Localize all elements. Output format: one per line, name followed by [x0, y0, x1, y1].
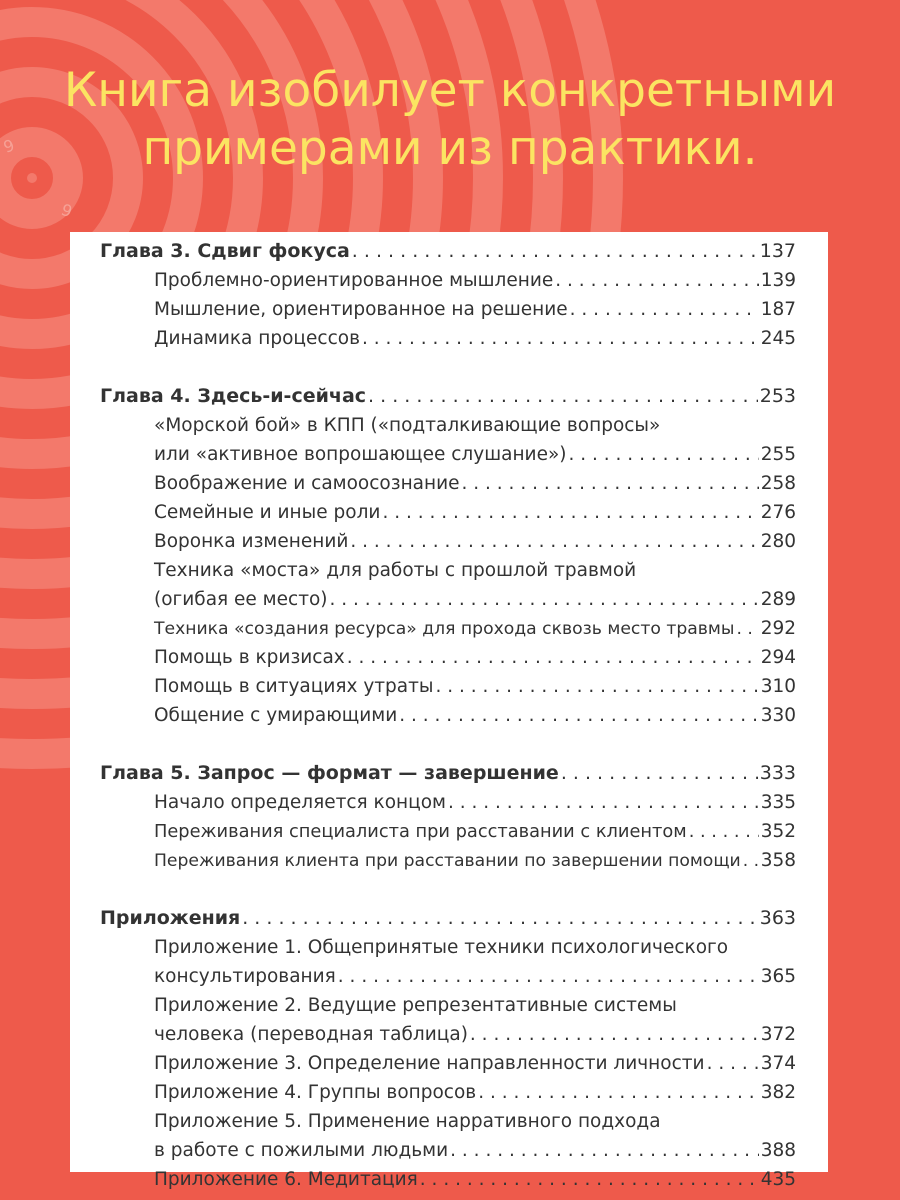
headline	[0, 62, 900, 178]
toc-entry-title: Глава 5. Запрос — формат — завершение	[100, 762, 559, 784]
toc-entry-title: Проблемно-ориентированное мышление	[154, 270, 554, 291]
dot-leader	[347, 643, 759, 672]
toc-entry	[100, 324, 796, 353]
toc-entry	[100, 498, 796, 527]
toc-entry-title: Техника «создания ресурса» для прохода сквозь место травмы	[154, 619, 735, 639]
toc-entry	[100, 585, 796, 614]
dot-leader	[382, 498, 758, 527]
toc-entry-title-line: Приложение 1. Общепринятые техники психологического	[154, 937, 729, 958]
toc-page-number: 363	[759, 907, 796, 929]
toc-entry	[100, 266, 796, 295]
dot-leader	[362, 324, 759, 353]
toc-entry-title: Глава 3. Сдвиг фокуса	[100, 240, 350, 262]
toc-page-number: 253	[759, 385, 796, 407]
toc-entry	[100, 701, 796, 730]
toc-page-number: 382	[760, 1082, 796, 1103]
toc-entry-title: (огибая ее место)	[154, 589, 328, 610]
dot-leader	[555, 266, 758, 295]
toc-entry-first-line	[100, 411, 796, 440]
toc-entry-title: Общение с умирающими	[154, 705, 398, 726]
toc-page-number: 292	[760, 618, 796, 639]
ring-digit: 9	[58, 199, 75, 222]
dot-leader	[242, 904, 758, 933]
toc-entry-title: Воронка изменений	[154, 531, 349, 552]
toc-chapter-entry	[100, 904, 796, 933]
toc-page-number: 372	[760, 1024, 796, 1045]
toc-entry	[100, 1165, 796, 1194]
table-of-contents-page	[70, 232, 828, 1190]
toc-chapter-entry	[100, 759, 796, 788]
dot-leader	[368, 382, 758, 411]
toc-entry-title: Помощь в ситуациях утраты	[154, 676, 434, 697]
toc-chapter-entry	[100, 382, 796, 411]
toc-page-number: 280	[760, 531, 796, 552]
toc-page-number: 245	[760, 328, 796, 349]
toc-entry-title: Динамика процессов	[154, 328, 360, 349]
toc-entry-title: Воображение и самоосознание	[154, 473, 460, 494]
toc-entry-title: Приложение 3. Определение направленности личности	[154, 1053, 705, 1074]
toc-entry-title: человека (переводная таблица)	[154, 1024, 468, 1045]
toc-page-number: 255	[760, 444, 796, 465]
toc-page-number: 333	[759, 762, 796, 784]
dot-leader	[436, 672, 759, 701]
toc-entry-title: Приложения	[100, 907, 241, 929]
dot-leader	[448, 788, 759, 817]
toc-page-number: 330	[760, 705, 796, 726]
dot-leader	[470, 1020, 759, 1049]
toc-entry	[100, 1136, 796, 1165]
dot-leader	[462, 469, 759, 498]
toc-entry-title: Глава 4. Здесь-и-сейчас	[100, 385, 367, 407]
dot-leader	[707, 1049, 759, 1078]
toc-entry	[100, 962, 796, 991]
toc-section-chapter-3	[100, 237, 796, 353]
headline-line: Книга изобилует конкретными	[63, 63, 837, 118]
dot-leader	[399, 701, 758, 730]
toc-entry	[100, 672, 796, 701]
dot-leader	[420, 1165, 759, 1194]
toc-page-number: 388	[760, 1140, 796, 1161]
toc-entry-title: Мышление, ориентированное на решение	[154, 299, 568, 320]
toc-page-number: 137	[759, 240, 796, 262]
toc-entry-title: Приложение 4. Группы вопросов	[154, 1082, 477, 1103]
toc-entry	[100, 440, 796, 469]
toc-page-number: 374	[760, 1053, 796, 1074]
dot-leader	[569, 440, 759, 469]
toc-page-number: 139	[760, 270, 796, 291]
dot-leader	[736, 615, 758, 644]
toc-entry	[100, 527, 796, 556]
toc-entry-title: Начало определяется концом	[154, 792, 446, 813]
toc-page-number: 294	[760, 647, 796, 668]
headline-line: примерами из практики.	[142, 121, 758, 176]
toc-entry-title: Переживания специалиста при расставании с клиентом	[154, 821, 687, 842]
toc-page-number: 435	[760, 1169, 796, 1190]
toc-entry	[100, 1049, 796, 1078]
toc-page-number: 289	[760, 589, 796, 610]
toc-entry	[100, 817, 796, 846]
toc-entry-title-line: «Морской бой» в КПП («подталкивающие вопросы»	[154, 415, 661, 436]
toc-entry-first-line	[100, 1107, 796, 1136]
ring-digit: 9	[0, 135, 17, 157]
dot-leader	[561, 759, 758, 788]
toc-entry	[100, 295, 796, 324]
toc-page-number: 335	[760, 792, 796, 813]
dot-leader	[570, 295, 759, 324]
toc-entry	[100, 1020, 796, 1049]
dot-leader	[352, 237, 758, 266]
toc-page-number: 310	[760, 676, 796, 697]
toc-entry	[100, 1078, 796, 1107]
toc-chapter-entry	[100, 237, 796, 266]
toc-entry-title-line: Техника «моста» для работы с прошлой травмой	[154, 560, 637, 581]
toc-entry-title: Переживания клиента при расставании по завершении помощи	[154, 851, 741, 871]
toc-entry-title: Семейные и иные роли	[154, 502, 381, 523]
dot-leader	[338, 962, 759, 991]
toc-entry-title: или «активное вопрошающее слушание»)	[154, 444, 567, 465]
toc-entry-title: в работе с пожилыми людьми	[154, 1140, 449, 1161]
toc-page-number: 187	[760, 299, 796, 320]
toc-entry	[100, 846, 796, 875]
dot-leader	[350, 527, 758, 556]
toc-entry-first-line	[100, 556, 796, 585]
toc-section-chapter-4	[100, 382, 796, 730]
toc-page-number: 358	[760, 850, 796, 871]
dot-leader	[689, 817, 759, 846]
toc-entry-title: Помощь в кризисах	[154, 647, 345, 668]
dot-leader	[478, 1078, 758, 1107]
toc-page-number: 365	[760, 966, 796, 987]
toc-section-appendices	[100, 904, 796, 1194]
toc-section-chapter-5	[100, 759, 796, 875]
toc-entry-title-line: Приложение 5. Применение нарративного подхода	[154, 1111, 661, 1132]
toc-page-number: 258	[760, 473, 796, 494]
toc-entry-first-line	[100, 991, 796, 1020]
toc-entry-title: Приложение 6. Медитация	[154, 1169, 418, 1190]
toc-page-number: 276	[760, 502, 796, 523]
toc-entry-title-line: Приложение 2. Ведущие репрезентативные системы	[154, 995, 677, 1016]
toc-entry	[100, 788, 796, 817]
dot-leader	[330, 585, 759, 614]
toc-entry-title: консультирования	[154, 966, 336, 987]
toc-entry	[100, 614, 796, 643]
toc-entry	[100, 469, 796, 498]
toc-page-number: 352	[760, 821, 796, 842]
dot-leader	[743, 847, 759, 876]
toc-entry-first-line	[100, 933, 796, 962]
dot-leader	[450, 1136, 759, 1165]
toc-entry	[100, 643, 796, 672]
